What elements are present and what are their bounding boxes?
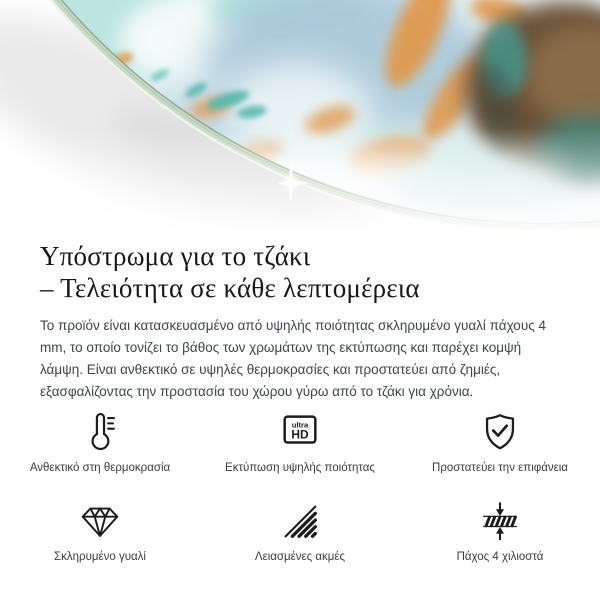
page-title-line2: – Τελειότητα σε κάθε λεπτομέρεια: [40, 273, 420, 304]
thermometer-icon: [77, 409, 123, 455]
feature-grid: [0, 409, 600, 563]
feature-thickness: [400, 498, 600, 563]
feature-label: Εκτύπωση υψηλής ποιότητας: [225, 461, 375, 474]
content-area: [0, 240, 600, 403]
svg-text:ultra: ultra: [291, 420, 309, 430]
shield-check-icon: [477, 409, 523, 455]
feature-surface-protection: [400, 409, 600, 474]
feature-label: Προστατεύει την επιφάνεια: [432, 461, 568, 474]
diamond-icon: [77, 498, 123, 544]
product-photo: [0, 0, 600, 238]
feature-tempered-glass: [0, 498, 200, 563]
feature-print-quality: [200, 409, 400, 474]
ultra-hd-icon: [277, 409, 323, 455]
page-title: [40, 240, 560, 305]
glass-panel-photo-illustration: [0, 0, 600, 238]
thickness-icon: [477, 498, 523, 544]
product-description: Το προϊόν είναι κατασκευασμένο από υψηλής ποιότητας σκληρυμένο γυαλί πάχους 4 mm, το οποίο τονίζει το βάθος των χρωμάτων της εκτύπωσης και παρέχει κομψή λάμψη. Είναι ανθεκτικό σε υψηλές θερμοκρασίες και προστατεύει από ζημιές, εξασφαλίζοντας την προστασία του χώρου γύρω από το τζάκι για χρόνια.: [40, 317, 546, 399]
polished-edges-icon: [277, 498, 323, 544]
feature-label: Λειασμένες ακμές: [254, 550, 346, 563]
feature-label: Σκληρυμένο γυαλί: [54, 550, 146, 563]
feature-label: Πάχος 4 χιλιοστά: [456, 550, 544, 563]
feature-polished-edges: [200, 498, 400, 563]
feature-label: Ανθεκτικό στη θερμοκρασία: [29, 461, 171, 474]
page-title-line1: Υπόστρωμα για το τζάκι: [40, 241, 311, 271]
feature-temperature: [0, 409, 200, 474]
svg-text:HD: HD: [291, 427, 309, 442]
